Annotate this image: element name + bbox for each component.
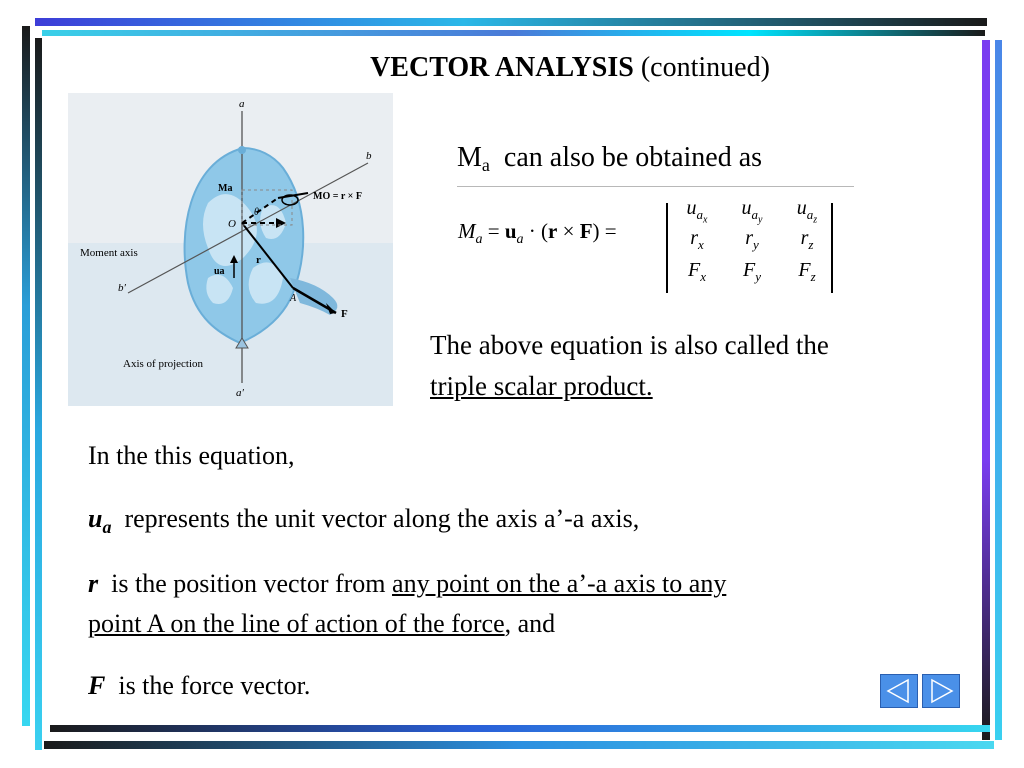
divider-line <box>457 186 854 187</box>
r-underline-1: any point on the a’-a axis to any <box>392 569 727 598</box>
r-symbol: r <box>88 569 99 598</box>
matrix-cell: $F_y$ <box>743 259 761 284</box>
matrix-cell: $u_{a_y}$ <box>741 197 763 226</box>
triple-product-text-1: The above equation is also called the <box>430 330 829 360</box>
ua-description: represents the unit vector along the axis a’-a axis, <box>124 504 640 533</box>
fig-label-theta: θ <box>254 207 259 218</box>
eq-dot: · ( <box>523 219 549 243</box>
ma-intro-text <box>457 138 762 185</box>
f-description: is the force vector. <box>118 671 311 700</box>
eq-ua-sub: a <box>516 232 524 248</box>
matrix-cell: $u_{a_z}$ <box>796 197 818 226</box>
eq-r: r <box>548 219 558 243</box>
ma-symbol: M <box>457 142 482 173</box>
paragraph-r-line-2 <box>88 604 555 644</box>
paragraph-f <box>88 666 310 706</box>
f-symbol: F <box>88 671 106 700</box>
left-border-bar-inner <box>35 38 42 750</box>
fig-label-moment-axis: Moment axis <box>80 247 138 259</box>
matrix-cell: $F_x$ <box>688 259 706 284</box>
fig-label-axis-projection: Axis of projection <box>123 358 204 370</box>
right-border-bar-outer <box>995 40 1002 740</box>
matrix-cell: $r_z$ <box>800 227 814 252</box>
fig-label-ma: Ma <box>218 183 233 194</box>
fig-label-ua: ua <box>214 266 225 277</box>
determinant-left-bar <box>666 203 668 293</box>
right-triangle-icon <box>923 675 959 707</box>
fig-label-b-prime: b′ <box>118 282 126 294</box>
fig-label-a: a <box>239 98 245 110</box>
matrix-cell: $r_x$ <box>690 227 704 252</box>
fig-label-r: r <box>256 254 261 266</box>
fig-label-f: F <box>341 308 348 320</box>
bottom-border-bar-outer <box>44 741 994 749</box>
slide-title-bold: VECTOR ANALYSIS <box>370 52 634 83</box>
fig-label-a-prime: a′ <box>236 387 244 399</box>
paragraph-intro: In the this equation, <box>88 441 295 470</box>
r-underline-2: point A on the line of action of the force <box>88 609 505 638</box>
ma-intro-label: can also be obtained as <box>503 142 763 173</box>
ma-subscript: a <box>481 155 490 175</box>
bottom-border-bar <box>50 725 990 732</box>
eq-equals: = <box>482 219 505 243</box>
right-border-bar <box>982 40 990 740</box>
eq-f: F <box>579 219 593 243</box>
r-tail: , and <box>504 609 556 638</box>
equation-lhs <box>458 219 617 248</box>
matrix-cell: $F_z$ <box>798 259 816 284</box>
eq-close: ) = <box>592 219 617 243</box>
triple-product-text-2: triple scalar product. <box>430 371 653 401</box>
fig-label-mo: MO = r × F <box>313 191 362 202</box>
ua-symbol: u <box>88 504 103 533</box>
top-border-bar-inner <box>42 30 985 36</box>
left-triangle-icon <box>881 675 917 707</box>
fig-label-o: O <box>228 218 236 230</box>
matrix-cell: $r_y$ <box>745 227 759 252</box>
paragraph-ua <box>88 499 639 547</box>
ua-subscript: a <box>102 517 112 537</box>
left-border-bar <box>22 26 30 726</box>
paragraph-r-line-1 <box>88 564 726 604</box>
eq-times: × <box>557 219 580 243</box>
moment-axis-figure <box>68 93 393 406</box>
previous-slide-button[interactable] <box>880 674 918 708</box>
fig-label-b: b <box>366 150 372 162</box>
slide-title-rest: (continued) <box>633 52 770 83</box>
eq-ua: u <box>504 219 517 243</box>
fig-label-a-point: A <box>290 293 297 304</box>
eq-ma: M <box>458 219 476 243</box>
r-description: is the position vector from <box>111 569 386 598</box>
triple-product-equation <box>458 195 858 300</box>
slide-title <box>0 52 1024 84</box>
matrix-cell: $u_{a_x}$ <box>686 197 708 226</box>
top-border-bar <box>35 18 987 26</box>
next-slide-button[interactable] <box>922 674 960 708</box>
eq-ma-sub: a <box>475 232 483 248</box>
